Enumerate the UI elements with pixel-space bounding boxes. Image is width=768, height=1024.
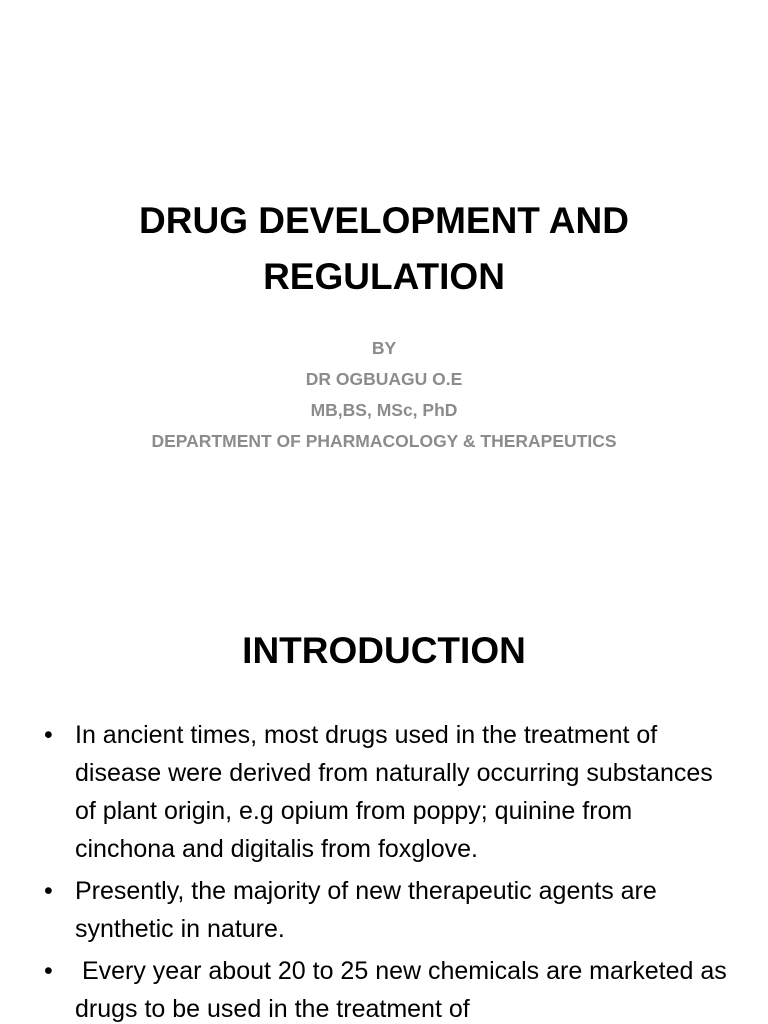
bullet-icon: •: [44, 877, 53, 905]
presentation-title: [84, 193, 684, 305]
author-credentials: MB,BS, MSc, PhD: [310, 400, 458, 420]
slide-heading: INTRODUCTION: [242, 630, 526, 671]
bullet-list: [0, 716, 768, 1024]
title-line-1: DRUG DEVELOPMENT AND: [139, 200, 629, 241]
bullet-item: [0, 872, 768, 948]
bullet-icon: •: [44, 721, 53, 749]
author-block: [84, 333, 684, 457]
bullet-text: Every year about 20 to 25 new chemicals are marketed as drugs to be used in the treatment of: [75, 957, 734, 1023]
author-department: DEPARTMENT OF PHARMACOLOGY & THERAPEUTICS: [151, 431, 617, 451]
author-name: DR OGBUAGU O.E: [305, 369, 463, 389]
bullet-item: [0, 716, 768, 868]
bullet-text: Presently, the majority of new therapeutic agents are synthetic in nature.: [75, 877, 657, 943]
title-line-2: REGULATION: [263, 256, 505, 297]
bullet-icon: •: [44, 957, 53, 985]
bullet-text: In ancient times, most drugs used in the treatment of disease were derived from naturally occurring substances of plant origin, e.g opium from poppy; quinine from cinchona and digitalis from foxglove.: [75, 721, 713, 863]
bullet-item: [0, 952, 768, 1024]
subtitle-by: BY: [371, 338, 397, 358]
introduction-slide: [0, 576, 768, 1024]
